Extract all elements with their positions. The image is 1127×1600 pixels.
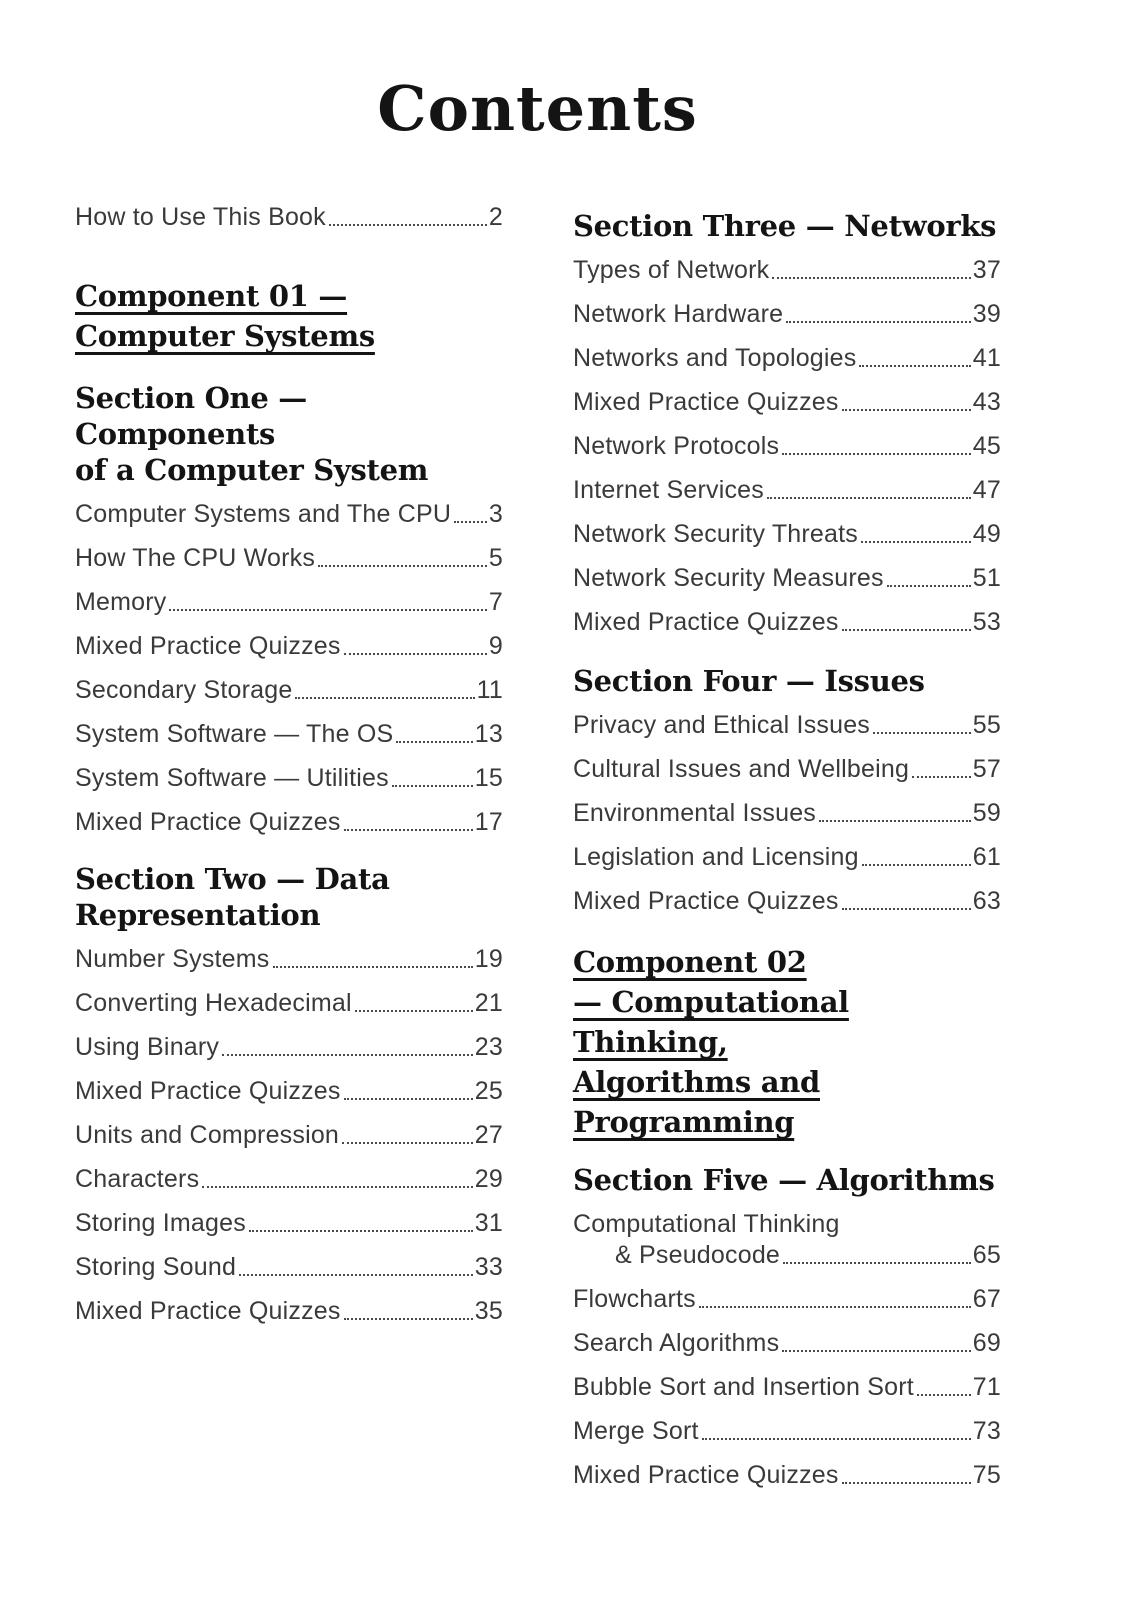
page-number: 57 (972, 755, 1001, 783)
heading-line: Representation (75, 898, 321, 932)
page-number: 15 (474, 764, 503, 792)
entry-label: Memory (75, 588, 167, 616)
section-four-heading (573, 663, 1001, 699)
heading-line: Component 01 — (75, 279, 348, 313)
toc-entry (573, 476, 1001, 505)
toc-left-column (75, 203, 503, 1341)
entry-label: Bubble Sort and Insertion Sort (573, 1373, 914, 1401)
dot-leader (355, 1010, 473, 1012)
toc-entry (573, 1373, 1001, 1402)
entry-label: Mixed Practice Quizzes (75, 1297, 341, 1325)
dot-leader (842, 908, 971, 910)
toc-entry (75, 203, 503, 232)
entry-label: Environmental Issues (573, 799, 817, 827)
entry-label: Internet Services (573, 476, 764, 504)
toc-entry (573, 1417, 1001, 1446)
toc-entry (573, 520, 1001, 549)
page-title: Contents (377, 72, 698, 145)
dot-leader (318, 565, 487, 567)
component-02-heading (573, 942, 1001, 1142)
dot-leader (344, 1318, 473, 1320)
toc-entry (573, 1241, 1001, 1270)
toc-entry (573, 256, 1001, 285)
page-number: 5 (488, 544, 503, 572)
entry-label: Network Protocols (573, 432, 780, 460)
entry-label: How The CPU Works (75, 544, 316, 572)
entry-label: Types of Network (573, 256, 770, 284)
page-number: 13 (474, 720, 503, 748)
dot-leader (699, 1306, 971, 1308)
dot-leader (273, 966, 473, 968)
toc-entry (573, 1461, 1001, 1490)
dot-leader (396, 741, 472, 743)
toc-entry (75, 1033, 503, 1062)
heading-line: Section Two — Data (75, 862, 390, 896)
dot-leader (767, 497, 971, 499)
entry-label: Units and Compression (75, 1121, 340, 1149)
toc-entry (75, 808, 503, 837)
dot-leader (862, 864, 971, 866)
section-two-heading (75, 861, 503, 933)
dot-leader (169, 609, 486, 611)
section-one-entries (75, 500, 503, 837)
section-five-heading (573, 1162, 1001, 1198)
dot-leader (702, 1438, 971, 1440)
page-number: 43 (972, 388, 1001, 416)
dot-leader (454, 521, 487, 523)
page-number: 45 (972, 432, 1001, 460)
page-number: 67 (972, 1285, 1001, 1313)
page-number: 23 (474, 1033, 503, 1061)
page-number: 49 (972, 520, 1001, 548)
toc-entry (75, 1297, 503, 1326)
toc-entry (75, 632, 503, 661)
entry-label: Merge Sort (573, 1417, 699, 1445)
toc-entry (573, 1329, 1001, 1358)
toc-entry (573, 887, 1001, 916)
toc-entry (75, 1209, 503, 1238)
entry-label: Computational Thinking (573, 1210, 840, 1238)
page-number: 29 (474, 1165, 503, 1193)
page-number: 11 (476, 676, 503, 704)
toc-entry (573, 843, 1001, 872)
dot-leader (861, 541, 971, 543)
dot-leader (819, 820, 971, 822)
heading-line: Section Three — Networks (573, 209, 997, 243)
entry-label: Networks and Topologies (573, 344, 857, 372)
page-number: 7 (488, 588, 503, 616)
toc-entry (75, 1165, 503, 1194)
dot-leader (772, 277, 970, 279)
dot-leader (342, 1142, 473, 1144)
entry-label: Mixed Practice Quizzes (75, 808, 341, 836)
toc-right-column (573, 203, 1001, 1505)
section-four-entries (573, 711, 1001, 916)
heading-line: Algorithms and Programming (573, 1065, 820, 1139)
entry-label: Mixed Practice Quizzes (75, 1077, 341, 1105)
entry-label: Using Binary (75, 1033, 220, 1061)
page-number: 61 (972, 843, 1001, 871)
toc-entry (75, 676, 503, 705)
page-number: 53 (972, 608, 1001, 636)
dot-leader (344, 1098, 473, 1100)
page-number: 35 (474, 1297, 503, 1325)
toc-entry (573, 1285, 1001, 1314)
page-number: 41 (972, 344, 1001, 372)
toc-entry (573, 564, 1001, 593)
toc-entry (75, 989, 503, 1018)
page-number: 17 (474, 808, 503, 836)
heading-line: Section Four — Issues (573, 664, 925, 698)
dot-leader (842, 409, 971, 411)
component-01-heading (75, 276, 503, 356)
page-number: 21 (474, 989, 503, 1017)
toc-entry (573, 799, 1001, 828)
toc-entry (75, 720, 503, 749)
entry-label: Network Hardware (573, 300, 784, 328)
section-three-entries (573, 256, 1001, 637)
dot-leader (344, 653, 487, 655)
page-number: 55 (972, 711, 1001, 739)
section-two-entries (75, 945, 503, 1326)
toc-entry (75, 764, 503, 793)
page-number: 3 (488, 500, 503, 528)
page-number: 31 (474, 1209, 503, 1237)
toc-entry (573, 608, 1001, 637)
entry-label: Search Algorithms (573, 1329, 780, 1357)
dot-leader (842, 1482, 971, 1484)
entry-label: Flowcharts (573, 1285, 696, 1313)
entry-label: System Software — The OS (75, 720, 394, 748)
dot-leader (782, 453, 971, 455)
page-number: 65 (972, 1241, 1001, 1269)
page-number: 39 (972, 300, 1001, 328)
toc-entry (573, 432, 1001, 461)
dot-leader (783, 1262, 971, 1264)
toc-entry (573, 300, 1001, 329)
entry-label: Storing Images (75, 1209, 246, 1237)
page-number: 51 (972, 564, 1001, 592)
dot-leader (917, 1394, 971, 1396)
toc-entry (75, 588, 503, 617)
dot-leader (786, 321, 971, 323)
entry-label: Mixed Practice Quizzes (573, 608, 839, 636)
toc-entry (75, 945, 503, 974)
dot-leader (782, 1350, 971, 1352)
heading-line: Component 02 (573, 945, 807, 979)
dot-leader (202, 1186, 473, 1188)
dot-leader (329, 224, 487, 226)
entry-label: Mixed Practice Quizzes (75, 632, 341, 660)
entry-label: & Pseudocode (615, 1241, 781, 1269)
page-number: 37 (972, 256, 1001, 284)
dot-leader (344, 829, 473, 831)
toc-entry (573, 344, 1001, 373)
heading-line: of a Computer System (75, 453, 429, 487)
dot-leader (295, 697, 474, 699)
section-three-heading (573, 208, 1001, 244)
page-number: 33 (474, 1253, 503, 1281)
page-number: 63 (972, 887, 1001, 915)
heading-line: — Computational Thinking, (573, 985, 849, 1059)
toc-entry (573, 755, 1001, 784)
dot-leader (873, 732, 971, 734)
dot-leader (392, 785, 473, 787)
heading-line: Computer Systems (75, 319, 375, 353)
dot-leader (887, 585, 971, 587)
page-number: 73 (972, 1417, 1001, 1445)
dot-leader (239, 1274, 473, 1276)
entry-label: Secondary Storage (75, 676, 293, 704)
page-number: 9 (488, 632, 503, 660)
page-number: 69 (972, 1329, 1001, 1357)
dot-leader (859, 365, 970, 367)
entry-label: Converting Hexadecimal (75, 989, 352, 1017)
entry-label: Number Systems (75, 945, 270, 973)
entry-label: Mixed Practice Quizzes (573, 887, 839, 915)
page-number: 27 (474, 1121, 503, 1149)
section-one-heading (75, 380, 503, 488)
page-number: 71 (972, 1373, 1001, 1401)
page-number: 19 (474, 945, 503, 973)
dot-leader (912, 776, 971, 778)
entry-label: System Software — Utilities (75, 764, 389, 792)
page-number: 59 (972, 799, 1001, 827)
entry-label: Network Security Threats (573, 520, 858, 548)
heading-line: Section One — Components (75, 381, 307, 451)
entry-label: Storing Sound (75, 1253, 237, 1281)
toc-entry (75, 1253, 503, 1282)
entry-label: Privacy and Ethical Issues (573, 711, 870, 739)
page-number: 2 (488, 203, 503, 231)
entry-label: Mixed Practice Quizzes (573, 388, 839, 416)
page-number: 25 (474, 1077, 503, 1105)
entry-label: Characters (75, 1165, 200, 1193)
toc-entry (75, 1077, 503, 1106)
toc-entry (573, 711, 1001, 740)
entry-label: Cultural Issues and Wellbeing (573, 755, 910, 783)
dot-leader (249, 1230, 473, 1232)
toc-entry (75, 500, 503, 529)
toc-entry (75, 1121, 503, 1150)
toc-entry (573, 388, 1001, 417)
entry-label: How to Use This Book (75, 203, 326, 231)
heading-line: Section Five — Algorithms (573, 1163, 995, 1197)
section-five-entries (573, 1210, 1001, 1490)
dot-leader (222, 1054, 473, 1056)
entry-label: Legislation and Licensing (573, 843, 859, 871)
page-number: 75 (972, 1461, 1001, 1489)
entry-label: Computer Systems and The CPU (75, 500, 452, 528)
page-number: 47 (972, 476, 1001, 504)
entry-label: Mixed Practice Quizzes (573, 1461, 839, 1489)
toc-entry-multiline (573, 1210, 1001, 1270)
dot-leader (842, 629, 971, 631)
entry-label: Network Security Measures (573, 564, 884, 592)
toc-entry (75, 544, 503, 573)
